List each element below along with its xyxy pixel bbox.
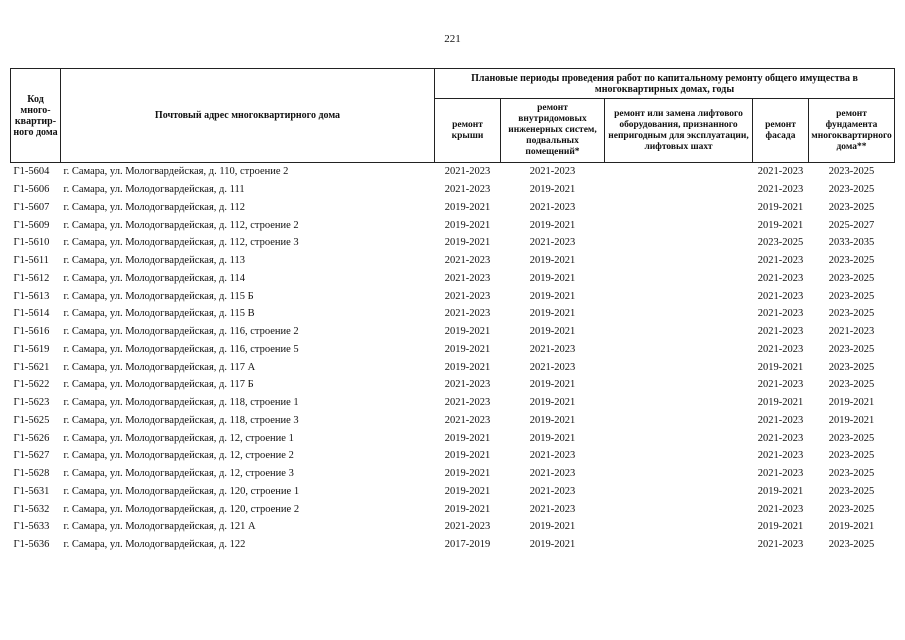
cell-facade: 2019-2021 bbox=[757, 397, 804, 409]
cell-lift bbox=[605, 429, 753, 447]
cell-address: г. Самара, ул. Молодогвардейская, д. 117 Б bbox=[63, 379, 254, 391]
cell-lift bbox=[605, 483, 753, 501]
cell-foundation: 2023-2025 bbox=[828, 468, 875, 480]
table-row bbox=[11, 216, 895, 234]
table-row bbox=[11, 181, 895, 199]
cell-address: г. Самара, ул. Молодогвардейская, д. 120, строение 1 bbox=[63, 485, 300, 497]
table-row bbox=[11, 483, 895, 501]
cell-address: г. Самара, ул. Молодогвардейская, д. 114 bbox=[63, 272, 245, 284]
table-row bbox=[11, 323, 895, 341]
table-row bbox=[11, 500, 895, 518]
cell-address: г. Самара, ул. Молодогвардейская, д. 112 bbox=[63, 201, 245, 213]
table-row bbox=[11, 199, 895, 217]
cell-roof: 2021-2023 bbox=[444, 290, 491, 302]
cell-roof: 2021-2023 bbox=[444, 272, 491, 284]
header-engineering: ремонт внутридомовых инженерных систем, подвальных помещений* bbox=[501, 99, 605, 163]
table-row bbox=[11, 465, 895, 483]
cell-facade: 2019-2021 bbox=[757, 361, 804, 373]
cell-code: Г1-5613 bbox=[13, 290, 50, 302]
cell-foundation: 2023-2025 bbox=[828, 308, 875, 320]
cell-engineering: 2021-2023 bbox=[529, 361, 576, 373]
cell-foundation: 2023-2025 bbox=[828, 450, 875, 462]
table-body bbox=[11, 163, 895, 554]
cell-roof: 2019-2021 bbox=[444, 201, 491, 213]
cell-code: Г1-5628 bbox=[13, 468, 50, 480]
table-row bbox=[11, 358, 895, 376]
cell-facade: 2021-2023 bbox=[757, 272, 804, 284]
cell-lift bbox=[605, 323, 753, 341]
cell-foundation: 2023-2025 bbox=[828, 255, 875, 267]
cell-engineering: 2021-2023 bbox=[529, 485, 576, 497]
table-row bbox=[11, 518, 895, 536]
cell-address: г. Самара, ул. Молодогвардейская, д. 118, строение 3 bbox=[63, 414, 299, 426]
cell-engineering: 2021-2023 bbox=[529, 166, 576, 178]
cell-lift bbox=[605, 518, 753, 536]
cell-lift bbox=[605, 536, 753, 554]
cell-foundation: 2023-2025 bbox=[828, 166, 875, 178]
cell-lift bbox=[605, 412, 753, 430]
cell-engineering: 2021-2023 bbox=[529, 343, 576, 355]
cell-address: г. Самара, ул. Молодогвардейская, д. 121 А bbox=[63, 521, 256, 533]
cell-lift bbox=[605, 341, 753, 359]
cell-address: г. Самара, ул. Молодогвардейская, д. 12, строение 2 bbox=[63, 450, 294, 462]
header-roof: ремонт крыши bbox=[435, 99, 501, 163]
cell-address: г. Самара, ул. Молодогвардейская, д. 115 Б bbox=[63, 290, 254, 302]
cell-foundation: 2023-2025 bbox=[828, 290, 875, 302]
cell-engineering: 2019-2021 bbox=[529, 326, 576, 338]
cell-code: Г1-5619 bbox=[13, 343, 50, 355]
cell-roof: 2019-2021 bbox=[444, 361, 491, 373]
cell-roof: 2019-2021 bbox=[444, 432, 491, 444]
cell-facade: 2021-2023 bbox=[757, 450, 804, 462]
cell-facade: 2019-2021 bbox=[757, 201, 804, 213]
cell-code: Г1-5604 bbox=[13, 166, 50, 178]
cell-address: г. Самара, ул. Молодогвардейская, д. 112, строение 3 bbox=[63, 237, 299, 249]
table-header bbox=[11, 69, 895, 163]
cell-code: Г1-5626 bbox=[13, 432, 50, 444]
cell-roof: 2021-2023 bbox=[444, 166, 491, 178]
cell-facade: 2021-2023 bbox=[757, 326, 804, 338]
cell-code: Г1-5612 bbox=[13, 272, 50, 284]
cell-engineering: 2021-2023 bbox=[529, 503, 576, 515]
cell-engineering: 2019-2021 bbox=[529, 397, 576, 409]
cell-foundation: 2023-2025 bbox=[828, 379, 875, 391]
cell-lift bbox=[605, 394, 753, 412]
cell-lift bbox=[605, 181, 753, 199]
cell-lift bbox=[605, 305, 753, 323]
cell-facade: 2019-2021 bbox=[757, 485, 804, 497]
cell-roof: 2021-2023 bbox=[444, 397, 491, 409]
table-row bbox=[11, 341, 895, 359]
cell-engineering: 2021-2023 bbox=[529, 237, 576, 249]
cell-code: Г1-5611 bbox=[13, 255, 49, 267]
cell-code: Г1-5632 bbox=[13, 503, 50, 515]
cell-foundation: 2023-2025 bbox=[828, 485, 875, 497]
cell-foundation: 2023-2025 bbox=[828, 503, 875, 515]
cell-foundation: 2023-2025 bbox=[828, 184, 875, 196]
cell-lift bbox=[605, 376, 753, 394]
cell-roof: 2021-2023 bbox=[444, 521, 491, 533]
cell-facade: 2021-2023 bbox=[757, 379, 804, 391]
header-foundation: ремонт фундамента многоквартирного дома** bbox=[809, 99, 895, 163]
cell-engineering: 2019-2021 bbox=[529, 219, 576, 231]
cell-code: Г1-5614 bbox=[13, 308, 50, 320]
cell-code: Г1-5636 bbox=[13, 539, 50, 551]
header-facade: ремонт фасада bbox=[753, 99, 809, 163]
table-row bbox=[11, 429, 895, 447]
cell-address: г. Самара, ул. Молодогвардейская, д. 118, строение 1 bbox=[63, 397, 299, 409]
cell-address: г. Самара, ул. Молодогвардейская, д. 113 bbox=[63, 255, 245, 267]
cell-facade: 2021-2023 bbox=[757, 539, 804, 551]
repair-schedule-table bbox=[10, 68, 895, 554]
cell-engineering: 2019-2021 bbox=[529, 521, 576, 533]
cell-facade: 2021-2023 bbox=[757, 503, 804, 515]
table-row bbox=[11, 394, 895, 412]
header-planned-periods: Плановые периоды проведения работ по капитальному ремонту общего имущества в многоквартирных домах, годы bbox=[435, 69, 895, 99]
cell-engineering: 2019-2021 bbox=[529, 539, 576, 551]
cell-address: г. Самара, ул. Молодогвардейская, д. 111 bbox=[63, 184, 245, 196]
cell-address: г. Самара, ул. Молодогвардейская, д. 117 А bbox=[63, 361, 256, 373]
table-row bbox=[11, 376, 895, 394]
cell-facade: 2021-2023 bbox=[757, 308, 804, 320]
cell-address: г. Самара, ул. Молодогвардейская, д. 12, строение 1 bbox=[63, 432, 294, 444]
cell-roof: 2019-2021 bbox=[444, 485, 491, 497]
cell-facade: 2019-2021 bbox=[757, 521, 804, 533]
cell-lift bbox=[605, 500, 753, 518]
cell-engineering: 2019-2021 bbox=[529, 290, 576, 302]
cell-foundation: 2033-2035 bbox=[828, 237, 875, 249]
cell-engineering: 2019-2021 bbox=[529, 432, 576, 444]
cell-lift bbox=[605, 163, 753, 181]
cell-lift bbox=[605, 287, 753, 305]
cell-code: Г1-5633 bbox=[13, 521, 50, 533]
cell-lift bbox=[605, 358, 753, 376]
table-row bbox=[11, 163, 895, 181]
cell-lift bbox=[605, 199, 753, 217]
cell-code: Г1-5625 bbox=[13, 414, 50, 426]
cell-roof: 2021-2023 bbox=[444, 308, 491, 320]
cell-facade: 2021-2023 bbox=[757, 255, 804, 267]
cell-foundation: 2023-2025 bbox=[828, 343, 875, 355]
table-row bbox=[11, 234, 895, 252]
table-row bbox=[11, 412, 895, 430]
cell-address: г. Самара, ул. Молодогвардейская, д. 116, строение 2 bbox=[63, 326, 299, 338]
table-row bbox=[11, 447, 895, 465]
cell-foundation: 2019-2021 bbox=[828, 521, 875, 533]
table-row bbox=[11, 305, 895, 323]
cell-roof: 2019-2021 bbox=[444, 468, 491, 480]
cell-address: г. Самара, ул. Мологвардейская, д. 110, строение 2 bbox=[63, 166, 289, 178]
cell-roof: 2021-2023 bbox=[444, 379, 491, 391]
cell-roof: 2019-2021 bbox=[444, 219, 491, 231]
table-row bbox=[11, 270, 895, 288]
cell-engineering: 2019-2021 bbox=[529, 308, 576, 320]
cell-foundation: 2021-2023 bbox=[828, 326, 875, 338]
cell-foundation: 2023-2025 bbox=[828, 272, 875, 284]
page-number: 221 bbox=[444, 33, 461, 45]
cell-roof: 2019-2021 bbox=[444, 503, 491, 515]
cell-facade: 2021-2023 bbox=[757, 432, 804, 444]
header-lift: ремонт или замена лифтового оборудования, признанного непригодным для эксплуатации, лифтовых шахт bbox=[605, 99, 753, 163]
header-code: Код много-квартир-ного дома bbox=[11, 69, 61, 163]
cell-roof: 2021-2023 bbox=[444, 255, 491, 267]
cell-foundation: 2023-2025 bbox=[828, 432, 875, 444]
cell-facade: 2023-2025 bbox=[757, 237, 804, 249]
cell-address: г. Самара, ул. Молодогвардейская, д. 122 bbox=[63, 539, 246, 551]
cell-engineering: 2021-2023 bbox=[529, 468, 576, 480]
cell-lift bbox=[605, 447, 753, 465]
cell-engineering: 2021-2023 bbox=[529, 450, 576, 462]
table-row bbox=[11, 536, 895, 554]
cell-roof: 2019-2021 bbox=[444, 343, 491, 355]
cell-code: Г1-5607 bbox=[13, 201, 50, 213]
table-row bbox=[11, 287, 895, 305]
cell-code: Г1-5609 bbox=[13, 219, 50, 231]
cell-lift bbox=[605, 216, 753, 234]
cell-foundation: 2019-2021 bbox=[828, 397, 875, 409]
cell-code: Г1-5622 bbox=[13, 379, 50, 391]
cell-engineering: 2019-2021 bbox=[529, 255, 576, 267]
cell-code: Г1-5616 bbox=[13, 326, 50, 338]
cell-roof: 2017-2019 bbox=[444, 539, 491, 551]
cell-address: г. Самара, ул. Молодогвардейская, д. 115 В bbox=[63, 308, 255, 320]
cell-foundation: 2023-2025 bbox=[828, 539, 875, 551]
cell-facade: 2019-2021 bbox=[757, 219, 804, 231]
cell-facade: 2021-2023 bbox=[757, 290, 804, 302]
cell-address: г. Самара, ул. Молодогвардейская, д. 120, строение 2 bbox=[63, 503, 300, 515]
table-row bbox=[11, 252, 895, 270]
cell-roof: 2019-2021 bbox=[444, 450, 491, 462]
cell-engineering: 2019-2021 bbox=[529, 379, 576, 391]
cell-code: Г1-5631 bbox=[13, 485, 50, 497]
cell-foundation: 2025-2027 bbox=[828, 219, 875, 231]
cell-foundation: 2019-2021 bbox=[828, 414, 875, 426]
cell-facade: 2021-2023 bbox=[757, 184, 804, 196]
cell-foundation: 2023-2025 bbox=[828, 361, 875, 373]
cell-address: г. Самара, ул. Молодогвардейская, д. 12, строение 3 bbox=[63, 468, 294, 480]
cell-code: Г1-5606 bbox=[13, 184, 50, 196]
cell-engineering: 2019-2021 bbox=[529, 272, 576, 284]
cell-lift bbox=[605, 234, 753, 252]
cell-facade: 2021-2023 bbox=[757, 468, 804, 480]
cell-code: Г1-5621 bbox=[13, 361, 50, 373]
cell-address: г. Самара, ул. Молодогвардейская, д. 112, строение 2 bbox=[63, 219, 299, 231]
cell-roof: 2019-2021 bbox=[444, 237, 491, 249]
header-address: Почтовый адрес многоквартирного дома bbox=[61, 69, 435, 163]
cell-foundation: 2023-2025 bbox=[828, 201, 875, 213]
cell-address: г. Самара, ул. Молодогвардейская, д. 116, строение 5 bbox=[63, 343, 299, 355]
cell-engineering: 2019-2021 bbox=[529, 184, 576, 196]
cell-code: Г1-5627 bbox=[13, 450, 50, 462]
cell-roof: 2021-2023 bbox=[444, 184, 491, 196]
cell-code: Г1-5610 bbox=[13, 237, 50, 249]
cell-roof: 2021-2023 bbox=[444, 414, 491, 426]
cell-engineering: 2021-2023 bbox=[529, 201, 576, 213]
cell-roof: 2019-2021 bbox=[444, 326, 491, 338]
cell-lift bbox=[605, 252, 753, 270]
cell-code: Г1-5623 bbox=[13, 397, 50, 409]
cell-lift bbox=[605, 270, 753, 288]
cell-engineering: 2019-2021 bbox=[529, 414, 576, 426]
cell-facade: 2021-2023 bbox=[757, 343, 804, 355]
cell-facade: 2021-2023 bbox=[757, 166, 804, 178]
cell-lift bbox=[605, 465, 753, 483]
cell-facade: 2021-2023 bbox=[757, 414, 804, 426]
